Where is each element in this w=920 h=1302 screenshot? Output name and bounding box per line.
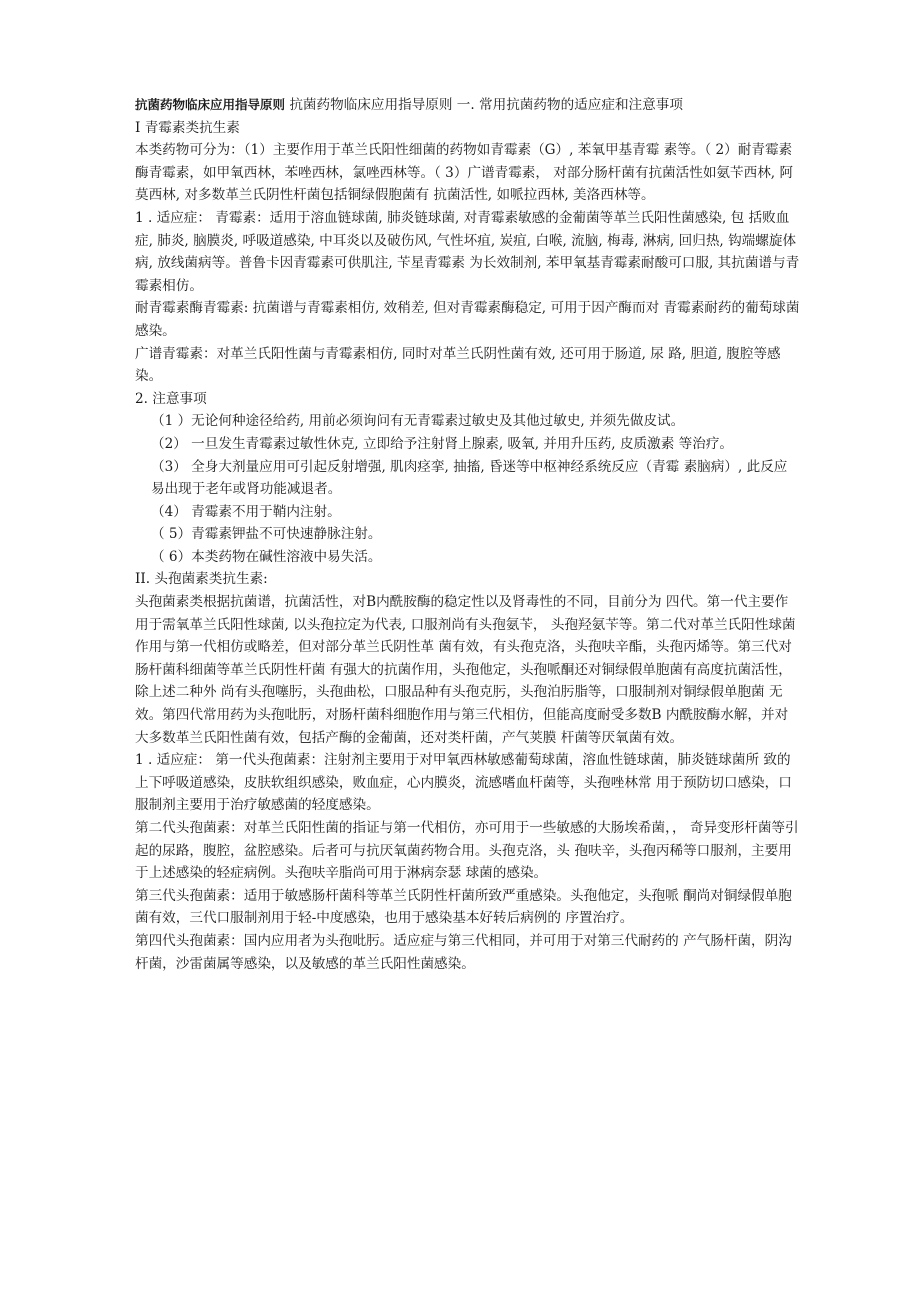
paragraph: 头孢菌素类根据抗菌谱，抗菌活性，对B内酰胺酶的稳定性以及肾毒性的不同，目前分为 四代。第一代主要作用于需氧革兰氏阳性球菌, 以头孢拉定为代表, 口服剂尚有头孢氨苄， 头孢羟氨苄等。第二代对革兰氏阳性球菌作用与第一代相仿或略差，但对部分革兰氏阴性革 菌有效，有头孢克洛，头孢呋辛酯，头孢丙烯等。第三代对肠杆菌科细菌等革兰氏阴性杆菌 有强大的抗菌作用，头孢他定，头孢哌酮还对铜绿假单胞菌有高度抗菌活性，除上述二种外 尚有头孢噻肟，头孢曲松，口服品种有头孢克肟，头孢泊肟脂等，口服制剂对铜绿假单胞菌 无效。第四代常用药为头孢吡肟，对肠杆菌科细胞作用与第三代相仿，但能高度耐受多数B 内酰胺酶水解，并对大多数革兰氏阳性菌有效，包括产酶的金葡菌，还对类杆菌，产气荚膜 杆菌等厌氧菌有效。 bbox=[135, 594, 796, 746]
document-page bbox=[135, 94, 800, 975]
paragraph: 第二代头孢菌素：对革兰氏阳性菌的指证与第一代相仿，亦可用于一些敏感的大肠埃希菌，， 奇异变形杆菌等引起的尿路，腹腔，盆腔感染。后者可与抗厌氧菌药物合用。头孢克洛，头 孢呋辛，头孢丙稀等口服剂，主要用于上述感染的轻症病例。头孢呋辛脂尚可用于淋病奈瑟 球菌的感染。 bbox=[135, 820, 799, 882]
paragraph: （ 6）本类药物在碱性溶液中易失活。 bbox=[151, 548, 382, 565]
document-body bbox=[135, 117, 800, 976]
paragraph: （ 5）青霉素钾盐不可快速静脉注射。 bbox=[151, 526, 382, 543]
paragraph: （4） 青霉素不用于鞘内注射。 bbox=[151, 503, 341, 520]
paragraph: （2） 一旦发生青霉素过敏性休克, 立即给予注射肾上腺素, 吸氧, 并用升压药, 皮质激素 等治疗。 bbox=[151, 435, 734, 452]
paragraph: 广谱青霉素：对革兰氏阳性菌与青霉素相仿, 同时对革兰氏阴性菌有效, 还可用于肠道, 尿 路, 胆道, 腹腔等感染。 bbox=[135, 345, 781, 385]
paragraph: 第四代头孢菌素：国内应用者为头孢吡肟。适应症与第三代相同，并可用于对第三代耐药的 产气肠杆菌，阴沟杆菌，沙雷菌属等感染，以及敏感的革兰氏阳性菌感染。 bbox=[135, 932, 792, 972]
paragraph: 耐青霉素酶青霉素: 抗菌谱与青霉素相仿, 效稍差, 但对青霉素酶稳定, 可用于因产酶而对 青霉素耐药的葡萄球菌感染。 bbox=[135, 300, 800, 339]
paragraph: 1 . 适应症： 青霉素：适用于溶血链球菌, 肺炎链球菌, 对青霉素敏感的金葡菌等革兰氏阳性菌感染, 包 括败血症, 肺炎, 脑膜炎, 呼吸道感染, 中耳炎以及破伤风, 气性坏疽, 炭疽, 白喉, 流脑, 梅毒, 淋病, 回归热, 钩端螺旋体病, 放线菌病等。普鲁卡因青霉素可供肌注, 苄星青霉素 为长效制剂, 苯甲氧基青霉素耐酸可口服, 其抗菌谱与青霉素相仿。 bbox=[135, 209, 800, 294]
paragraph: 2. 注意事项 bbox=[135, 390, 207, 407]
paragraph: （1 ）无论何种途径给药, 用前必须询问有无青霉素过敏史及其他过敏史, 并须先做皮试。 bbox=[151, 413, 685, 430]
document-title bbox=[135, 94, 800, 117]
paragraph: I 青霉素类抗生素 bbox=[135, 119, 240, 136]
title-rest-text: 抗菌药物临床应用指导原则 一. 常用抗菌药物的适应症和注意事项 bbox=[285, 97, 683, 113]
paragraph: 第三代头孢菌素：适用于敏感肠杆菌科等革兰氏阴性杆菌所致严重感染。头孢他定，头孢哌 酮尚对铜绿假单胞菌有效，三代口服制剂用于轻-中度感染，也用于感染基本好转后病例的 序置治疗。 bbox=[135, 887, 792, 927]
paragraph: 本类药物可分为：（1）主要作用于革兰氏阳性细菌的药物如青霉素（G）, 苯氧甲基青霉 素等。（ 2）耐青霉素酶青霉素，如甲氧西林，苯唑西林，氯唑西林等。（ 3）广谱青霉素， 对部分肠杆菌有抗菌活性如氨苄西林, 阿莫西林, 对多数革兰氏阴性杆菌包括铜绿假胞菌有 抗菌活性, 如哌拉西林, 美洛西林等。 bbox=[135, 142, 794, 204]
title-bold-text: 抗菌药物临床应用指导原则 bbox=[135, 97, 286, 112]
paragraph: II. 头孢菌素类抗生素: bbox=[135, 571, 268, 588]
paragraph: （3） 全身大剂量应用可引起反射增强, 肌肉痉挛, 抽搐, 昏迷等中枢神经系统反应（青霉 素脑病）, 此反应易出现于老年或肾功能减退者。 bbox=[151, 458, 788, 498]
paragraph: 1 . 适应症： 第一代头孢菌素：注射剂主要用于对甲氧西林敏感葡萄球菌，溶血性链球菌，肺炎链球菌所 致的上下呼吸道感染，皮肤软组织感染，败血症，心内膜炎，流感嗜血杆菌等，头孢唑林常 用于预防切口感染，口服制剂主要用于治疗敏感菌的轻度感染。 bbox=[135, 752, 792, 814]
